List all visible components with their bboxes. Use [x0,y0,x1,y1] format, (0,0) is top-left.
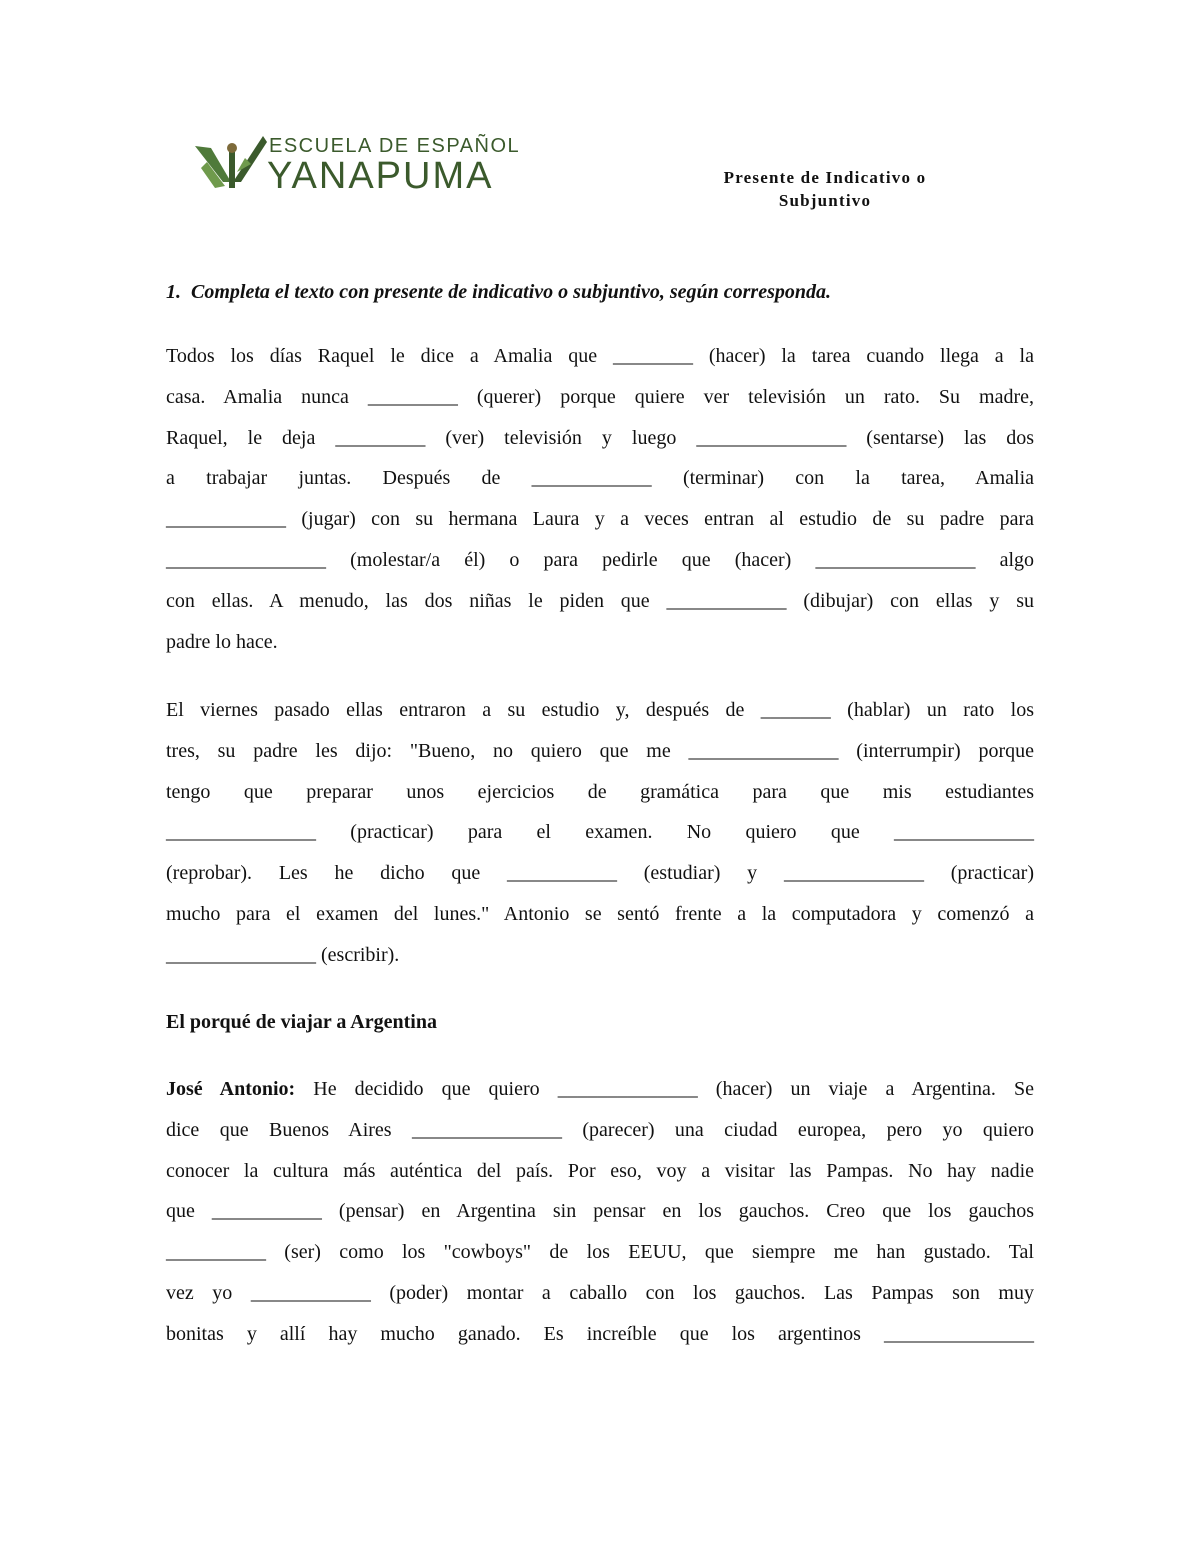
speaker-name: José Antonio: [166,1078,296,1100]
text-line: bonitas y allí hay mucho ganado. Es increíble que los argentinos _______________ [166,1322,1034,1345]
text-line: _______________ (practicar) para el examen. No quiero que ______________ [166,821,1034,844]
school-logo [193,128,543,194]
title-line-1: Presente de Indicativo o [723,168,927,187]
text-line: conocer la cultura más auténtica del país. Por eso, voy a visitar las Pampas. No hay nadie [166,1159,1034,1182]
text-line: vez yo ____________ (poder) montar a caballo con los gauchos. Las Pampas son muy [166,1281,1034,1304]
text-line: tres, su padre les dijo: "Bueno, no quiero que me _______________ (interrumpir) porque [166,739,1034,762]
text-line: mucho para el examen del lunes." Antonio se sentó frente a la computadora y comenzó a [166,902,1034,925]
text-line: a trabajar juntas. Después de ____________ (terminar) con la tarea, Amalia [166,467,1034,490]
text-line: que ___________ (pensar) en Argentina sin pensar en los gauchos. Creo que los gauchos [166,1200,1034,1223]
text-line: padre lo hace. [166,630,278,653]
text-line: (reprobar). Les he dicho que ___________ (estudiar) y ______________ (practicar) [166,862,1034,885]
text-line: tengo que preparar unos ejercicios de gramática para que mis estudiantes [166,780,1034,803]
text-line: con ellas. A menudo, las dos niñas le piden que ____________ (dibujar) con ellas y su [166,589,1034,612]
exercise-instruction [166,278,1046,306]
text-line: casa. Amalia nunca _________ (querer) porque quiere ver televisión un rato. Su madre, [166,385,1034,408]
text-line: __________ (ser) como los "cowboys" de los EEUU, que siempre me han gustado. Tal [166,1241,1034,1264]
text-line: ________________ (molestar/a él) o para pedirle que (hacer) ________________ algo [166,548,1034,571]
exercise-number: 1. [166,281,181,303]
worksheet-title [660,166,990,212]
text-line: Raquel, le deja _________ (ver) televisión y luego _______________ (sentarse) las dos [166,426,1034,449]
svg-text:YANAPUMA: YANAPUMA [267,155,494,194]
text-line: El viernes pasado ellas entraron a su estudio y, después de _______ (hablar) un rato los [166,699,1034,721]
instruction-text: Completa el texto con presente de indicativo o subjuntivo, según corresponda. [191,281,831,303]
paragraph-jose-antonio [166,1069,1034,1355]
text-line [166,1069,1034,1110]
paragraph-raquel-amalia [166,336,1034,662]
paragraph-viernes [166,690,1034,976]
text-segment: He decidido que quiero ______________ (hacer) un viaje a Argentina. Se [295,1078,1034,1100]
title-line-2: Subjuntivo [778,191,872,210]
text-line: _______________ (escribir). [166,943,400,966]
yanapuma-logo-icon [193,128,543,194]
section-heading: El porqué de viajar a Argentina [166,1011,437,1033]
text-line: ____________ (jugar) con su hermana Laura y a veces entran al estudio de su padre para [166,508,1034,531]
svg-text:ESCUELA DE ESPAÑOL: ESCUELA DE ESPAÑOL [269,135,521,157]
text-line: Todos los días Raquel le dice a Amalia que ________ (hacer) la tarea cuando llega a la [166,345,1034,367]
text-line: dice que Buenos Aires _______________ (parecer) una ciudad europea, pero yo quiero [166,1118,1034,1141]
